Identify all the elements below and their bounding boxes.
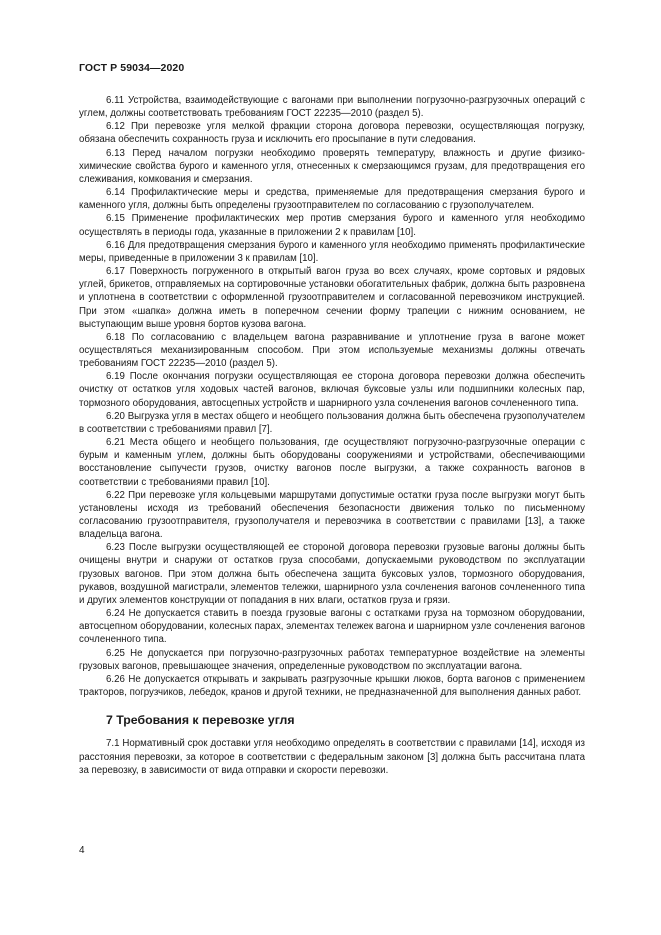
paragraph-6-15: 6.15 Применение профилактических мер против смерзания бурого и каменного угля необходимо осуществлять в периоды года, указанные в приложении 2 к правилам [10]. <box>79 213 585 238</box>
paragraph-6-25: 6.25 Не допускается при погрузочно-разгрузочных работах температурное воздействие на элементы грузовых вагонов, превышающее значения, определенные руководством по эксплуатации вагона. <box>79 647 585 672</box>
section-7-heading: 7 Требования к перевозке угля <box>106 713 295 728</box>
paragraph-6-21: 6.21 Места общего и необщего пользования, где осуществляют погрузочно-разгрузочные операции с бурым и каменным углем, должны быть оборудованы сооружениями и устройствами, обеспечивающими восстановление сыпучести грузов, очистку вагонов после выгрузки, а также сохранность вагонов в соответствии с требованиями правил [10]. <box>79 437 585 488</box>
paragraph-6-16: 6.16 Для предотвращения смерзания бурого и каменного угля необходимо применять профилактические меры, приведенные в приложении 3 к правилам [10]. <box>79 239 585 264</box>
paragraph-6-26: 6.26 Не допускается открывать и закрывать разгрузочные крышки люков, борта вагонов с применением тракторов, погрузчиков, лебедок, кранов и другой техники, не предназначенной для выполнения данных работ. <box>79 673 585 699</box>
paragraph-6-17: 6.17 Поверхность погруженного в открытый вагон груза во всех случаях, кроме сортовых и рядовых углей, брикетов, отправляемых на сортировочные установки обогатительных фабрик, должна быть разровнена и уплотнена в соответствии с оформленной грузоотправителем и согласованной перевозчиком инструкцией. При этом «шапка» должна иметь в поперечном сечении форму трапеции с нижним основанием, не выступающим выше уровня бортов кузова вагона. <box>79 266 585 330</box>
paragraph-6-19: 6.19 После окончания погрузки осуществляющая ее сторона договора перевозки должна обеспечить очистку от остатков угля ходовых частей вагонов, включая буксовые узлы или подшипники колесных пар, тормозного оборудования, автосцепных устройств и шарнирного узла сочленения вагонов сочлененного типа. <box>79 371 585 409</box>
paragraph-6-20: 6.20 Выгрузка угля в местах общего и необщего пользования должна быть обеспечена грузополучателем в соответствии с требованиями правил [7]. <box>79 410 585 435</box>
paragraph-6-24: 6.24 Не допускается ставить в поезда грузовые вагоны с остатками груза на тормозном оборудовании, автосцепном оборудовании, колесных парах, элементах тележек вагона и шарнирном узле сочленения вагонов сочлененного типа. <box>79 608 585 646</box>
paragraph-6-12: 6.12 При перевозке угля мелкой фракции сторона договора перевозки, осуществляющая погрузку, обязана обеспечить сохранность груза и исключить его просыпание в пути следования. <box>79 121 585 146</box>
paragraph-6-23: 6.23 После выгрузки осуществляющей ее стороной договора перевозки грузовые вагоны должны быть очищены внутри и снаружи от остатков груза способами, допускаемыми руководством по эксплуатации грузовых вагонов. При этом должна быть обеспечена защита буксовых узлов, тормозного оборудования, рукавов, воздушной магистрали, элементов тележки, шарнирного узла сочленения вагонов сочлененного типа и других элементов конструкции от попадания в них влаги, остатков груза и грязи. <box>79 542 585 606</box>
page-number: 4 <box>79 845 85 856</box>
document-body <box>79 94 585 777</box>
paragraph-6-18: 6.18 По согласованию с владельцем вагона разравнивание и уплотнение груза в вагоне может осуществляться механизированным способом. При этом используемые механизмы должны отвечать требованиям ГОСТ 22235—2010 (раздел 5). <box>79 331 585 370</box>
document-code-header: ГОСТ Р 59034—2020 <box>79 62 185 74</box>
paragraph-6-11: 6.11 Устройства, взаимодействующие с вагонами при выполнении погрузочно-разгрузочных операций с углем, должны соответствовать требованиям ГОСТ 22235—2010 (раздел 5). <box>79 95 585 120</box>
paragraph-7-1: 7.1 Нормативный срок доставки угля необходимо определять в соответствии с правилами [14], исходя из расстояния перевозки, за которое в соответствии с федеральным законом [3] должна быть рассчитана плата за перевозку, в зависимости от вида отправки и скорости перевозки. <box>79 738 585 776</box>
paragraph-6-14: 6.14 Профилактические меры и средства, применяемые для предотвращения смерзания бурого и каменного угля, должны быть определены грузоотправителем по согласованию с грузополучателем. <box>79 187 585 212</box>
paragraph-6-13: 6.13 Перед началом погрузки необходимо проверять температуру, влажность и другие физико-химические свойства бурого и каменного угля, отнесенных к смерзающимся грузам, для предотвращения его слеживания, комкования и смерзания. <box>79 147 585 185</box>
paragraph-6-22: 6.22 При перевозке угля кольцевыми маршрутами допустимые остатки груза после выгрузки могут быть установлены исходя из требований обеспечения безопасности движения только по письменному согласованию грузоотправителя, грузополучателя и перевозчика в соответствии с правилами [13], а также владельца вагона. <box>79 489 585 541</box>
